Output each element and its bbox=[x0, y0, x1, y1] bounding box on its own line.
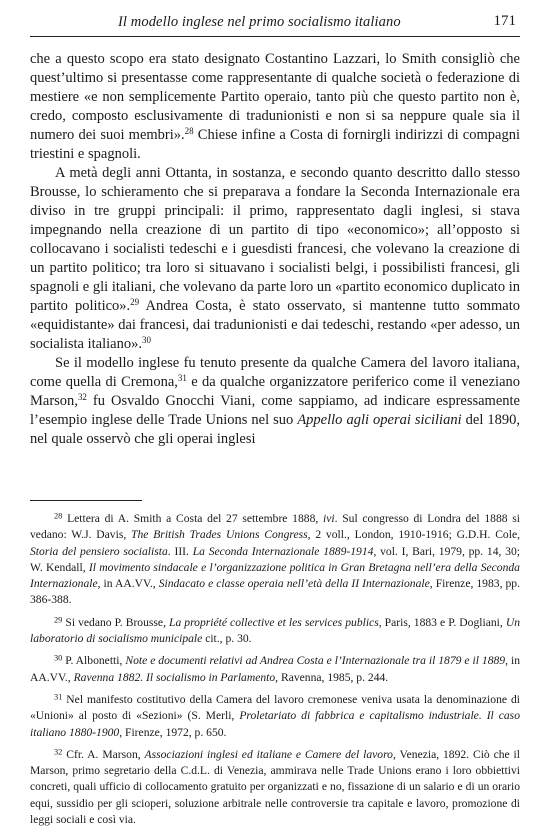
italic-title: Un laboratorio di socialismo municipale bbox=[30, 615, 520, 646]
note-reference: 29 bbox=[54, 615, 63, 625]
page-number: 171 bbox=[493, 13, 516, 29]
text-run: , in AA.VV., bbox=[30, 654, 520, 684]
text-run: , Venezia, 1892. Ciò che il Marson, primo segretario della C.d.L. di Venezia, ammirava nelle Trade Unions erano i loro obbiettivi concreti, quali ufficio di collocamento gratuito per organizzati e no, fissazione di un salario e di un orario equi, sussidio per gli scioperi, soluzione arbitrale nelle controversie tra capitale e lavoro, promozione di leggi sociali e così via. bbox=[30, 747, 520, 827]
text-run: , in AA.VV., bbox=[97, 577, 159, 591]
text-run: , Paris, 1883 e P. Dogliani, bbox=[378, 615, 506, 629]
text-run: , 2 voll., London, 1910-1916; G.D.H. Cole, bbox=[307, 528, 520, 542]
italic-title: Sindacato e classe operaia nell’età della II Internazionale bbox=[158, 577, 430, 591]
text-run: del 1890, nel quale osservò che gli operai inglesi bbox=[30, 412, 520, 447]
running-head: Il modello inglese nel primo socialismo italiano bbox=[118, 14, 401, 30]
text-run: , vol. I, Bari, 1979, pp. 14, 30; W. Kendall, bbox=[30, 544, 520, 574]
italic-title: La propriété collective et les services publics bbox=[169, 615, 379, 629]
text-run: , Firenze, 1972, p. 650. bbox=[119, 725, 227, 739]
text-run: . III. bbox=[167, 544, 193, 558]
footnote bbox=[30, 747, 520, 828]
text-run: Nel manifesto costitutivo della Camera del lavoro cremonese veniva usata la denominazione di «Unioni» al posto di «Sezioni» (S. Merli, bbox=[30, 692, 520, 723]
text-run: P. Albonetti, bbox=[62, 654, 126, 668]
italic-title: The British Trades Unions Congress bbox=[131, 528, 308, 542]
note-reference: 29 bbox=[130, 297, 140, 308]
paragraph bbox=[30, 164, 520, 354]
text-run: Cfr. A. Marson, bbox=[62, 747, 145, 761]
body-text bbox=[30, 50, 520, 449]
italic-title: Associazioni inglesi ed italiane e Camere del lavoro bbox=[144, 747, 393, 761]
note-reference: 32 bbox=[77, 392, 87, 403]
italic-title: Note e documenti relativi ad Andrea Costa e l’Internazionale tra il 1879 e il 1889 bbox=[125, 654, 506, 668]
paragraph bbox=[30, 50, 520, 164]
italic-title: Ravenna 1882. Il socialismo in Parlamento bbox=[73, 670, 276, 684]
text-run: Chiese infine a Costa di fornirgli indirizzi di compagni triestini e spagnoli. bbox=[30, 127, 520, 162]
text-run: , Ravenna, 1985, p. 244. bbox=[275, 670, 389, 684]
note-reference: 32 bbox=[54, 747, 63, 757]
page-header bbox=[30, 10, 520, 37]
text-run: e da qualche organizzatore periferico come il veneziano Marson, bbox=[30, 374, 521, 409]
text-run: Andrea Costa, è stato osservato, si mantenne tutto sommato «equidistante» dai francesi, dai tradunionisti e dai tedeschi, restando «per adesso, un socialista italiano». bbox=[30, 298, 520, 352]
paragraph bbox=[30, 354, 520, 449]
note-reference: 31 bbox=[177, 373, 187, 384]
italic-title: ivi bbox=[323, 512, 335, 525]
text-run: A metà degli anni Ottanta, in sostanza, e secondo quanto descritto dallo stesso Brousse, lo schieramento che si preparava a fondare la Seconda Internazionale era diviso in tre gruppi principali: il primo, rappresentato dagli inglesi, si stava impegnando nella creazione di un partito di tipo «economico»; all’opposto si collocavano i socialisti tedeschi e i guesdisti francesi, che volevano la creazione di un partito politico; tra loro si situavano i socialisti belgi, i possibilisti francesi, gli spagnoli e gli italiani, che volevano da parte loro un «partito economico duplicato in partito politico». bbox=[30, 165, 520, 314]
footnote bbox=[30, 615, 520, 648]
text-run: . Sul congresso di Londra del 1888 si vedano: W.J. Davis, bbox=[30, 512, 520, 542]
note-reference: 28 bbox=[184, 126, 194, 137]
text-run: Lettera di A. Smith a Costa del 27 settembre 1888, bbox=[62, 512, 323, 525]
footnote bbox=[30, 692, 520, 741]
note-reference: 28 bbox=[54, 511, 63, 521]
note-reference: 31 bbox=[54, 692, 63, 702]
footnote bbox=[30, 653, 520, 686]
text-run: cit., p. 30. bbox=[202, 632, 252, 646]
italic-title: Storia del pensiero socialista bbox=[30, 544, 168, 558]
text-run: che a questo scopo era stato designato Costantino Lazzari, lo Smith consigliò che quest’ultimo si presentasse come rappresentante di qualche società o federazione di mestiere «e non semplicemente Partito operaio, tanto più che questo partito non è, credo, composto esclusivamente di tradunionisti e non si sa neppure quale sia il numero dei suoi membri». bbox=[30, 51, 520, 143]
text-run: fu Osvaldo Gnocchi Viani, come sappiamo, ad indicare espressamente l’esempio inglese delle Trade Unions nel suo bbox=[30, 393, 520, 428]
italic-title: Appello agli operai siciliani bbox=[297, 412, 462, 428]
italic-title: La Seconda Internazionale 1889-1914 bbox=[192, 544, 374, 558]
italic-title: Il movimento sindacale e l’organizzazione politica in Gran Bretagna nell’era della Seconda Internazionale bbox=[30, 560, 520, 591]
footnotes bbox=[30, 511, 520, 834]
text-run: , Firenze, 1983, pp. 386-388. bbox=[30, 577, 520, 607]
note-reference: 30 bbox=[54, 653, 63, 663]
footnote bbox=[30, 511, 520, 609]
text-run: Se il modello inglese fu tenuto presente da qualche Camera del lavoro italiana, come quella di Cremona, bbox=[30, 355, 520, 390]
italic-title: Proletariato di fabbrica e capitalismo industriale. Il caso italiano 1880-1900 bbox=[30, 709, 520, 739]
footnote-separator bbox=[30, 500, 142, 501]
text-run: Si vedano P. Brousse, bbox=[62, 615, 170, 629]
note-reference: 30 bbox=[141, 335, 151, 346]
